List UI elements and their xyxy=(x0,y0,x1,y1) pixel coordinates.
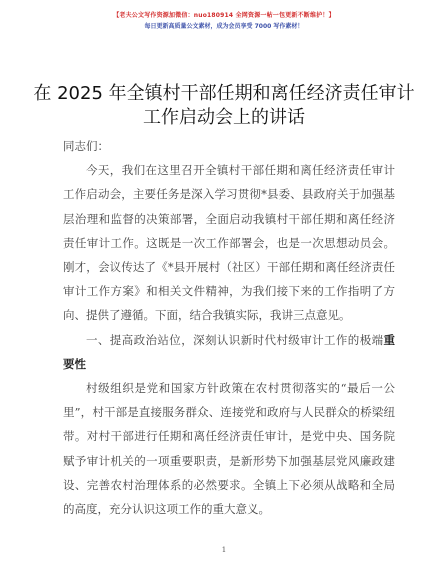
promo-banner xyxy=(0,10,448,32)
promo-banner-line1: 【老夫公文写作资源加微信：nuo180914 全网资源一帖一包更新不断维护！】 xyxy=(113,12,335,19)
paragraph-intro: 今天，我们在这里召开全镇村干部任期和离任经济责任审计工作启动会，主要任务是深入学习贯彻*县委、县政府关于加强基层治理和监督的决策部署，全面启动我镇村干部任期和离任经济责任审计工作。这既是一次工作部署会，也是一次思想动员会。刚才，会议传达了《*县开展村（社区）干部任期和离任经济责任审计工作方案》和相关文件精神，为我们接下来的工作指明了方向、提供了遵循。下面，结合我镇实际，我讲三点意见。 xyxy=(63,163,395,323)
section-heading-1-part2: 重要性 xyxy=(63,332,395,371)
promo-banner-line2: 每日更新高质量公文素材，成为会员享受 7000 写作素材！ xyxy=(144,23,304,30)
document-title-line2: 工作启动会上的讲话 xyxy=(143,107,305,128)
section-heading-1-part1: 一、提高政治站位，深刻认识新时代村级审计工作的极端 xyxy=(86,332,384,347)
section-heading-1 xyxy=(63,328,395,376)
document-body xyxy=(63,134,395,521)
paragraph-section-1: 村级组织是党和国家方针政策在农村贯彻落实的“最后一公里”，村干部是直接服务群众、连接党和政府与人民群众的桥梁纽带。对村干部进行任期和离任经济责任审计，是党中央、国务院赋予审计机关的一项重要职责，是新形势下加强基层党风廉政建设、完善农村治理体系的必然要求。全镇上下必须从战略和全局的高度，充分认识这项工作的重大意义。 xyxy=(63,381,395,517)
salutation: 同志们： xyxy=(63,139,109,153)
document-title-line1: 在 2025 年全镇村干部任期和离任经济责任审计 xyxy=(33,83,415,104)
page-number: 1 xyxy=(221,546,227,554)
document-title xyxy=(0,82,448,130)
